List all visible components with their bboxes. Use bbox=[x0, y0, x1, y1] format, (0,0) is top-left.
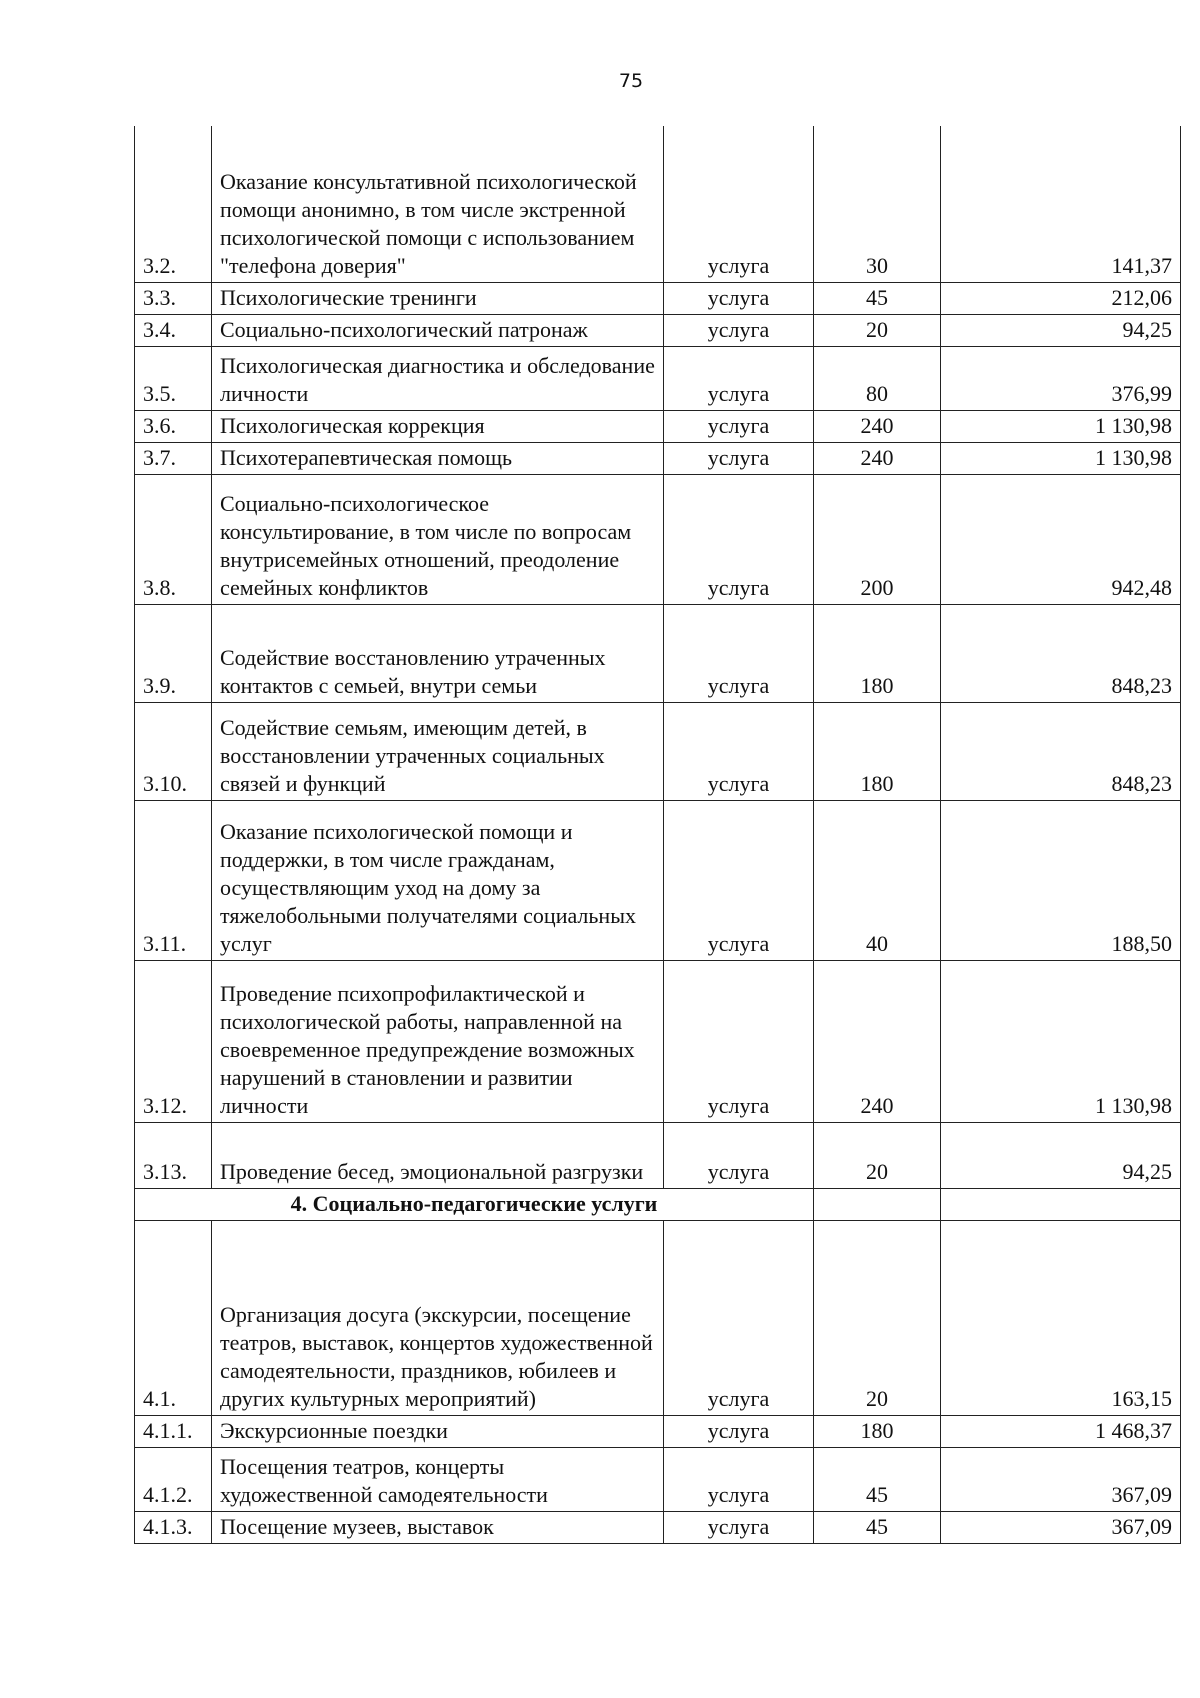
service-number: 3.11. bbox=[135, 800, 212, 960]
service-name: Оказание психологической помощи и поддержки, в том числе гражданам, осуществляющим уход на дому за тяжелобольными получателями социальных услуг bbox=[212, 800, 664, 960]
table-row bbox=[135, 1415, 1181, 1447]
service-duration: 45 bbox=[814, 282, 941, 314]
service-name: Психологические тренинги bbox=[212, 282, 664, 314]
service-name: Содействие семьям, имеющим детей, в восстановлении утраченных социальных связей и функций bbox=[212, 702, 664, 800]
service-price: 942,48 bbox=[941, 474, 1181, 604]
service-price: 141,37 bbox=[941, 126, 1181, 282]
service-number: 3.7. bbox=[135, 442, 212, 474]
table-row bbox=[135, 1447, 1181, 1511]
service-name: Посещения театров, концерты художественной самодеятельности bbox=[212, 1447, 664, 1511]
service-price: 376,99 bbox=[941, 346, 1181, 410]
service-unit: услуга bbox=[664, 1447, 814, 1511]
service-number: 3.13. bbox=[135, 1122, 212, 1188]
service-price: 1 130,98 bbox=[941, 442, 1181, 474]
service-unit: услуга bbox=[664, 1511, 814, 1543]
service-unit: услуга bbox=[664, 126, 814, 282]
service-duration: 40 bbox=[814, 800, 941, 960]
service-price: 367,09 bbox=[941, 1511, 1181, 1543]
service-unit: услуга bbox=[664, 314, 814, 346]
service-price: 1 130,98 bbox=[941, 960, 1181, 1122]
service-price: 848,23 bbox=[941, 702, 1181, 800]
service-price: 212,06 bbox=[941, 282, 1181, 314]
service-name: Социально-психологическое консультирование, в том числе по вопросам внутрисемейных отношений, преодоление семейных конфликтов bbox=[212, 474, 664, 604]
service-number: 3.8. bbox=[135, 474, 212, 604]
service-name: Проведение психопрофилактической и психологической работы, направленной на своевременное предупреждение возможных нарушений в становлении и развитии личности bbox=[212, 960, 664, 1122]
service-number: 3.9. bbox=[135, 604, 212, 702]
service-duration: 240 bbox=[814, 442, 941, 474]
table-row bbox=[135, 702, 1181, 800]
service-number: 4.1.1. bbox=[135, 1415, 212, 1447]
table-row bbox=[135, 1122, 1181, 1188]
service-number: 3.3. bbox=[135, 282, 212, 314]
service-number: 3.6. bbox=[135, 410, 212, 442]
service-unit: услуга bbox=[664, 410, 814, 442]
service-number: 3.5. bbox=[135, 346, 212, 410]
service-duration: 30 bbox=[814, 126, 941, 282]
service-name: Психологическая коррекция bbox=[212, 410, 664, 442]
section-header-row bbox=[135, 1188, 1181, 1220]
service-number: 3.2. bbox=[135, 126, 212, 282]
table-row bbox=[135, 314, 1181, 346]
empty-cell bbox=[941, 1188, 1181, 1220]
service-name: Психотерапевтическая помощь bbox=[212, 442, 664, 474]
service-name: Проведение бесед, эмоциональной разгрузки bbox=[212, 1122, 664, 1188]
table-row bbox=[135, 800, 1181, 960]
table-row bbox=[135, 604, 1181, 702]
table-row bbox=[135, 410, 1181, 442]
table-row bbox=[135, 442, 1181, 474]
service-unit: услуга bbox=[664, 1122, 814, 1188]
service-price: 163,15 bbox=[941, 1220, 1181, 1415]
service-number: 4.1.3. bbox=[135, 1511, 212, 1543]
service-price: 1 468,37 bbox=[941, 1415, 1181, 1447]
table-row bbox=[135, 1511, 1181, 1543]
service-unit: услуга bbox=[664, 702, 814, 800]
service-duration: 180 bbox=[814, 1415, 941, 1447]
table-row bbox=[135, 474, 1181, 604]
service-duration: 20 bbox=[814, 314, 941, 346]
service-unit: услуга bbox=[664, 442, 814, 474]
service-price: 94,25 bbox=[941, 1122, 1181, 1188]
table-row bbox=[135, 126, 1181, 282]
table-row bbox=[135, 346, 1181, 410]
service-duration: 20 bbox=[814, 1122, 941, 1188]
service-duration: 240 bbox=[814, 960, 941, 1122]
services-tariff-table bbox=[134, 126, 1181, 1544]
service-number: 4.1. bbox=[135, 1220, 212, 1415]
service-price: 1 130,98 bbox=[941, 410, 1181, 442]
service-unit: услуга bbox=[664, 1220, 814, 1415]
table-row bbox=[135, 960, 1181, 1122]
service-unit: услуга bbox=[664, 282, 814, 314]
service-number: 3.12. bbox=[135, 960, 212, 1122]
service-number: 3.4. bbox=[135, 314, 212, 346]
service-unit: услуга bbox=[664, 1415, 814, 1447]
service-name: Психологическая диагностика и обследование личности bbox=[212, 346, 664, 410]
service-unit: услуга bbox=[664, 474, 814, 604]
service-price: 367,09 bbox=[941, 1447, 1181, 1511]
service-duration: 200 bbox=[814, 474, 941, 604]
table-row bbox=[135, 1220, 1181, 1415]
page-number: 75 bbox=[618, 70, 644, 92]
service-unit: услуга bbox=[664, 604, 814, 702]
service-duration: 45 bbox=[814, 1447, 941, 1511]
service-price: 188,50 bbox=[941, 800, 1181, 960]
service-duration: 240 bbox=[814, 410, 941, 442]
service-duration: 80 bbox=[814, 346, 941, 410]
service-name: Социально-психологический патронаж bbox=[212, 314, 664, 346]
service-name: Экскурсионные поездки bbox=[212, 1415, 664, 1447]
service-price: 94,25 bbox=[941, 314, 1181, 346]
section-title: 4. Социально-педагогические услуги bbox=[135, 1188, 814, 1220]
service-number: 4.1.2. bbox=[135, 1447, 212, 1511]
service-unit: услуга bbox=[664, 346, 814, 410]
service-price: 848,23 bbox=[941, 604, 1181, 702]
service-number: 3.10. bbox=[135, 702, 212, 800]
service-name: Посещение музеев, выставок bbox=[212, 1511, 664, 1543]
service-duration: 180 bbox=[814, 604, 941, 702]
table-row bbox=[135, 282, 1181, 314]
service-name: Оказание консультативной психологической помощи анонимно, в том числе экстренной психологической помощи с использованием "телефона доверия" bbox=[212, 126, 664, 282]
service-name: Организация досуга (экскурсии, посещение театров, выставок, концертов художественной самодеятельности, праздников, юбилеев и других культурных мероприятий) bbox=[212, 1220, 664, 1415]
service-unit: услуга bbox=[664, 960, 814, 1122]
service-duration: 180 bbox=[814, 702, 941, 800]
service-duration: 20 bbox=[814, 1220, 941, 1415]
service-duration: 45 bbox=[814, 1511, 941, 1543]
service-name: Содействие восстановлению утраченных контактов с семьей, внутри семьи bbox=[212, 604, 664, 702]
service-unit: услуга bbox=[664, 800, 814, 960]
empty-cell bbox=[814, 1188, 941, 1220]
